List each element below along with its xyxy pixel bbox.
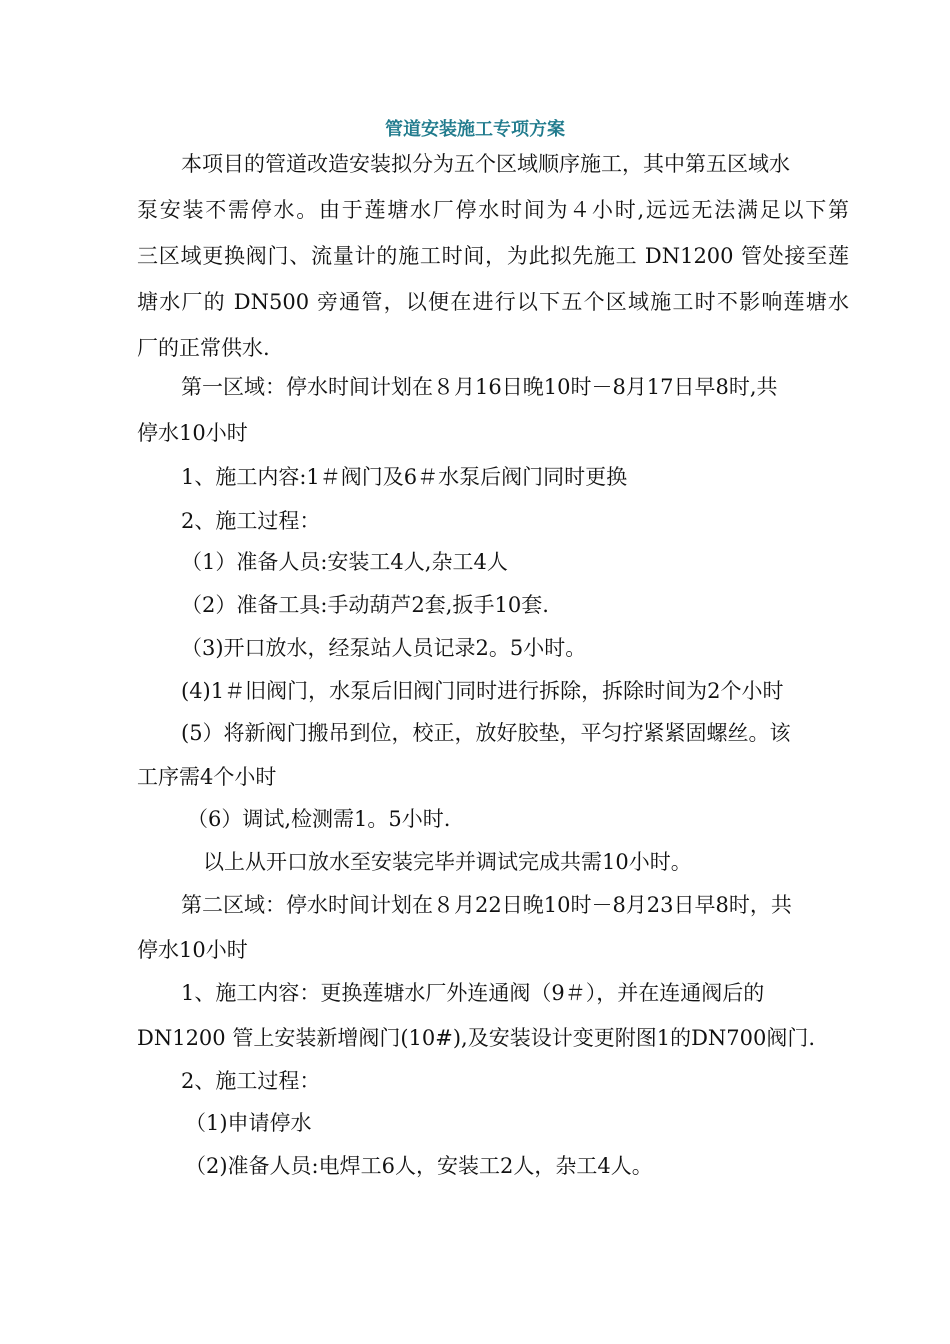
section-1-step-4: (4)1＃旧阀门，水泵后旧阀门同时进行拆除，拆除时间为2个小时 — [181, 679, 784, 703]
paragraph-line-1: 本项目的管道改造安装拟分为五个区域顺序施工，其中第五区域水 — [181, 152, 790, 176]
section-2-content-cont: DN1200 管上安装新增阀门(10#),及安装设计变更附图1的DN700阀门. — [137, 1026, 816, 1050]
paragraph-line-3: 三区域更换阀门、流量计的施工时间，为此拟先施工 DN1200 管处接至莲 — [137, 244, 849, 268]
section-1-summary: 以上从开口放水至安装完毕并调试完成共需10小时。 — [203, 850, 692, 874]
section-2-process-heading: 2、施工过程： — [181, 1069, 321, 1093]
document-title: 管道安装施工专项方案 — [385, 119, 565, 140]
section-1-content: 1、施工内容:1＃阀门及6＃水泵后阀门同时更换 — [181, 465, 628, 489]
section-1-step-5: (5）将新阀门搬吊到位，校正，放好胶垫，平匀拧紧紧固螺丝。该 — [181, 721, 791, 745]
section-1-step-5-cont: 工序需4个小时 — [137, 765, 277, 789]
section-1-step-3: （3)开口放水，经泵站人员记录2。5小时。 — [181, 636, 587, 660]
section-1-step-2: （2）准备工具:手动葫芦2套,扳手10套. — [181, 593, 549, 617]
section-1-line-2: 停水10小时 — [137, 421, 248, 445]
paragraph-line-5: 厂的正常供水. — [137, 336, 270, 360]
paragraph-line-2: 泵安装不需停水。由于莲塘水厂停水时间为４小时,远远无法满足以下第 — [137, 198, 849, 222]
section-1-process-heading: 2、施工过程： — [181, 509, 321, 533]
section-1-step-1: （1）准备人员:安装工4人,杂工4人 — [181, 550, 508, 574]
section-2-step-2: （2)准备人员:电焊工6人，安装工2人，杂工4人。 — [185, 1154, 653, 1178]
section-2-line-2: 停水10小时 — [137, 938, 248, 962]
section-2-content: 1、施工内容：更换莲塘水厂外连通阀（9＃），并在连通阀后的 — [181, 981, 765, 1005]
section-2-step-1: （1)申请停水 — [185, 1111, 312, 1135]
section-1-line-1: 第一区域：停水时间计划在８月16日晚10时－8月17日早8时,共 — [181, 375, 778, 399]
section-2-line-1: 第二区域：停水时间计划在８月22日晚10时－8月23日早8时，共 — [181, 893, 792, 917]
paragraph-line-4: 塘水厂的 DN500 旁通管，以便在进行以下五个区域施工时不影响莲塘水 — [137, 290, 849, 314]
section-1-step-6: （6）调试,检测需1。5小时. — [187, 807, 451, 831]
